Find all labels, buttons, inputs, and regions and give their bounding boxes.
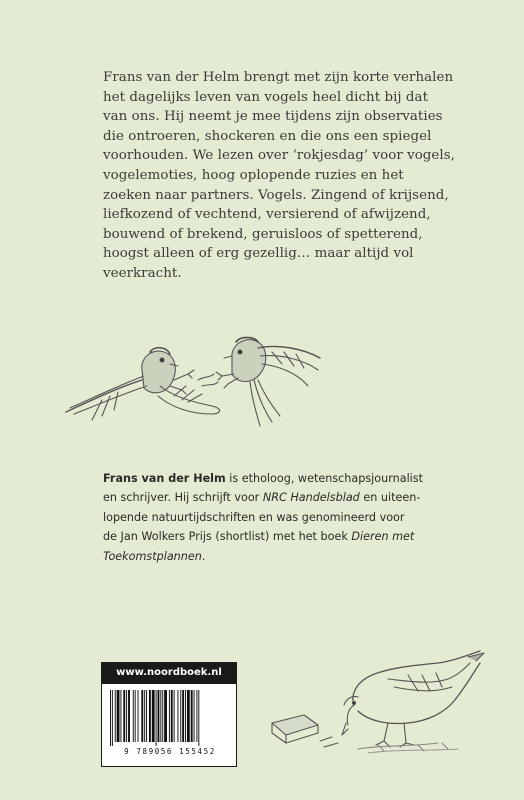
blurb-line: het dagelijks leven van vogels heel dicht bij dat <box>103 89 429 105</box>
barcode-block <box>101 662 237 767</box>
barcode-bar <box>177 690 178 742</box>
barcode-bar <box>128 690 130 742</box>
barcode-bar <box>110 690 111 746</box>
barcode-bar <box>160 690 161 742</box>
barcode-bar <box>171 690 173 742</box>
barcode-bar <box>174 690 175 742</box>
barcode-bar <box>180 690 181 742</box>
bio-line: de Jan Wolkers Prijs (shortlist) met het boek Dieren met <box>103 530 415 544</box>
bio-line: lopende natuurtijdschriften en was genomineerd voor <box>103 510 405 524</box>
bio-line: Frans van der Helm is etholoog, wetenschapsjournalist <box>103 472 424 485</box>
author-name: Frans van der Helm <box>103 472 226 485</box>
blurb-line: voorhouden. We lezen over ‘rokjesdag’ voor vogels, <box>103 148 455 164</box>
barcode-bar <box>123 690 125 742</box>
author-bio <box>103 469 503 566</box>
barcode-bar <box>141 690 143 742</box>
barcode-bar <box>138 690 139 742</box>
barcode-digits: 9 789056 155452 <box>124 747 216 756</box>
barcode-bar <box>126 690 127 742</box>
blurb-line: veerkracht. <box>103 265 182 281</box>
blurb-text <box>103 68 493 284</box>
barcode-bar <box>156 690 157 746</box>
barcode-bar <box>117 690 120 742</box>
barcode-bar <box>162 690 163 742</box>
barcode-bar <box>135 690 136 742</box>
barcode-bar <box>158 690 160 742</box>
barcode-bar <box>133 690 134 742</box>
barcode-bars <box>108 690 232 746</box>
barcode-bar <box>112 690 113 746</box>
barcode-bar <box>149 690 151 742</box>
barcode-bar <box>144 690 145 742</box>
barcode-bar <box>191 690 193 742</box>
barcode-bar <box>196 690 197 742</box>
blurb-line: die ontroeren, shockeren en die ons een spiegel <box>103 128 432 144</box>
publisher-url: www.noordboek.nl <box>101 662 237 684</box>
blurb-line: zoeken naar partners. Vogels. Zingend of krijsend, <box>103 187 449 203</box>
barcode-bar <box>194 690 195 742</box>
blurb-line: van ons. Hij neemt je mee tijdens zijn observaties <box>103 109 443 125</box>
barcode-bar <box>115 690 116 742</box>
barcode-bar <box>120 690 121 742</box>
blurb-line: Frans van der Helm brengt met zijn korte verhalen <box>103 70 454 85</box>
bio-line: en schrijver. Hij schrijft voor NRC Handelsblad en uiteen- <box>103 491 421 505</box>
barcode-bar <box>146 690 147 742</box>
seagull-illustration <box>258 645 490 755</box>
barcode-bar <box>164 690 167 742</box>
barcode-bar <box>169 690 170 742</box>
barcode-bar <box>182 690 184 742</box>
barcode-bar <box>198 690 199 746</box>
blurb-line: hoogst alleen of erg gezellig… maar altijd vol <box>103 246 414 262</box>
barcode <box>101 684 237 767</box>
bio-line: Toekomstplannen. <box>103 549 206 563</box>
fighting-birds-illustration <box>62 330 327 440</box>
barcode-bar <box>187 690 190 742</box>
blurb-line: liefkozend of vechtend, versierend of afwijzend, <box>103 207 431 223</box>
barcode-bar <box>152 690 155 742</box>
blurb-line: bouwend of brekend, geruisloos of spetterend, <box>103 226 423 242</box>
barcode-bar <box>185 690 186 742</box>
blurb-line: vogelemoties, hoog oplopende ruzies en het <box>103 167 404 183</box>
